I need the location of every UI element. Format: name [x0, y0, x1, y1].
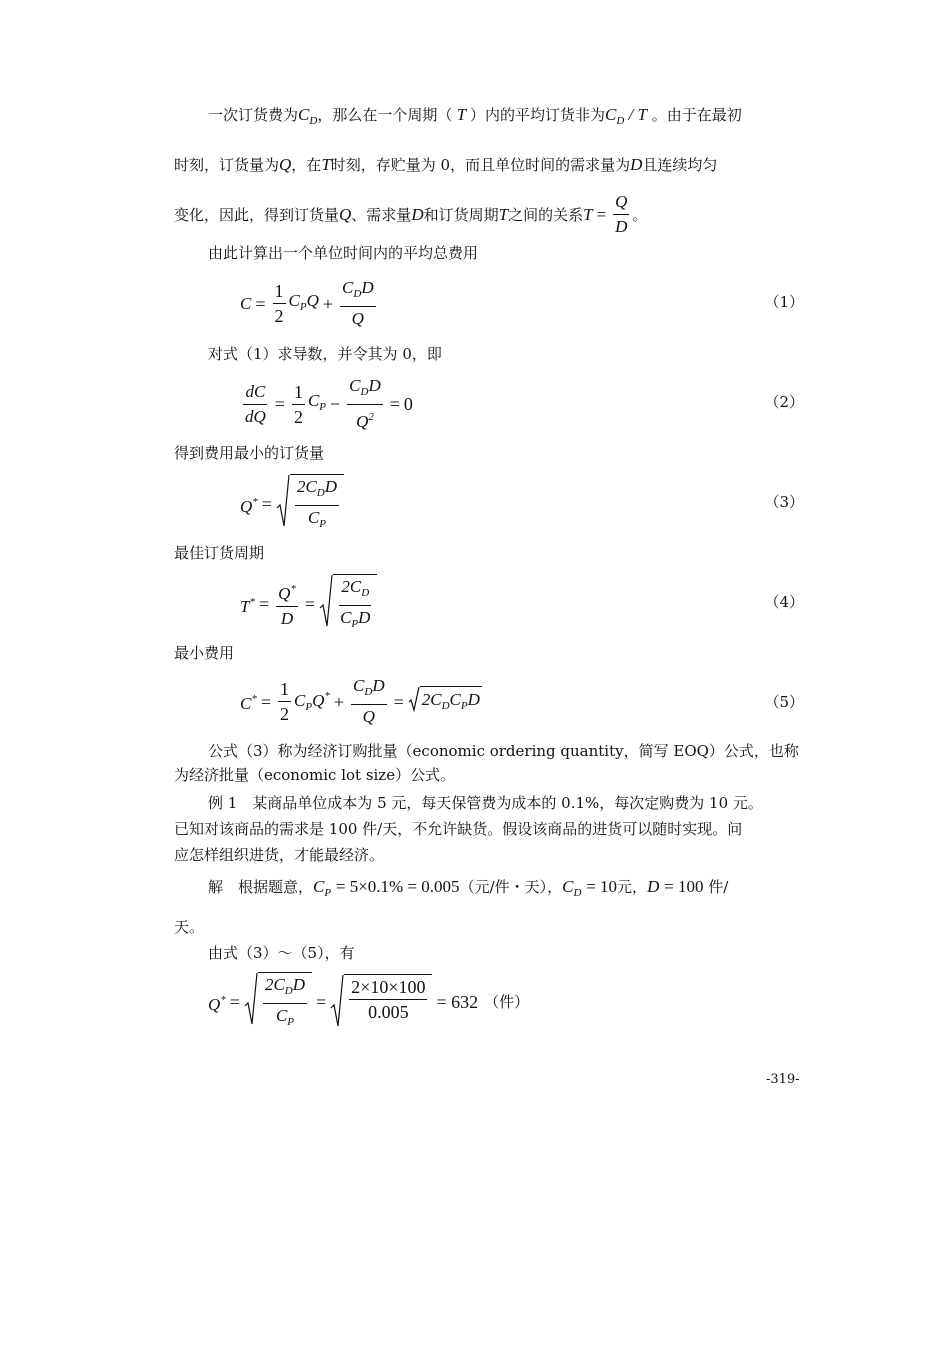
equation-2: $\frac{dC}{dQ}$ = $\frac{1}{2}$ $C_P$ − $\frac{C_DD}{Q^2}$ = 0	[245, 376, 413, 431]
text-run: 一次订货费为	[208, 106, 299, 124]
text-line-16	[174, 942, 838, 964]
text-line-12	[174, 818, 804, 840]
example-equation: Q* = $\frac{2C_DD}{C_P}$ = $\frac{2\times 10\times 100}{0.005}$ = 632 （件）	[208, 972, 529, 1032]
text-run: （元/件・天），	[459, 878, 563, 896]
equation-number-4: （4）	[764, 593, 804, 611]
text-line-9	[174, 740, 838, 762]
text-run: 最小费用	[174, 644, 235, 662]
text-line-6	[174, 442, 804, 464]
math-run: = 10	[586, 877, 618, 896]
text-run: 和订货周期	[423, 205, 499, 224]
text-line-10	[174, 764, 804, 786]
equation-5: C* = $\frac{1}{2}$ $C_PQ^*$ + $\frac{C_DD}{Q}$ = $2C_DC_PD$	[240, 676, 480, 726]
text-run: 解 根据题意，	[208, 878, 314, 896]
text-run: 。	[632, 205, 648, 224]
text-line-8	[174, 642, 804, 664]
text-run: 元，	[617, 878, 648, 896]
text-line-3: 变化，因此，得到订货量 Q 、需求量 D 和订货周期 T 之间的关系 T = $\frac{Q}{D}$ 。	[174, 192, 648, 236]
text-line-7	[174, 542, 804, 564]
text-line-14: 解 根据题意，$C_P = 5\times 0.1\% = 0.005$（元/件・天），$C_D = 10$元，D = 100 件/	[208, 877, 729, 899]
text-run: 由此计算出一个单位时间内的平均总费用	[208, 244, 479, 262]
text-line-11	[174, 792, 838, 814]
text-run: 变化，因此，得到订货量	[174, 205, 340, 224]
page-number: -319-	[766, 1072, 800, 1087]
text-run: 时刻，订货量为	[174, 156, 280, 174]
math-run: = 100	[664, 877, 704, 896]
equation-number-2: （2）	[764, 393, 804, 411]
equation-3: Q* = $\frac{2C_DD}{C_P}$	[240, 474, 344, 534]
text-run: 对式（1）求导数，并令其为 0，即	[208, 345, 442, 363]
text-run: 已知对该商品的需求是 100 件/天，不允许缺货。假设该商品的进货可以随时实现。问	[174, 820, 743, 838]
text-run: 为经济批量（economic lot size）公式。	[174, 766, 456, 784]
text-line-5	[174, 343, 838, 365]
text-run: 天。	[174, 918, 205, 936]
equation-number-3: （3）	[764, 493, 804, 511]
fraction: $\frac{Q}{D}$	[615, 192, 628, 236]
square-root: $\frac{2C_DD}{C_P}$	[276, 474, 344, 534]
square-root	[330, 974, 432, 1030]
equation-number-1: （1）	[764, 293, 804, 311]
equation-4: T* = $\frac{Q^*}{D}$ = $\frac{2C_D}{C_PD}$	[240, 574, 377, 634]
square-root: $\frac{2C_DD}{C_P}$	[244, 972, 312, 1032]
result-value: = 632	[436, 992, 479, 1012]
numerator: 2×10×100	[349, 977, 427, 1000]
text-run: 件/	[708, 878, 729, 896]
text-run: 公式（3）称为经济订购批量（economic ordering quantity，简写 EOQ）公式，也称	[208, 742, 799, 760]
text-line-4	[174, 242, 838, 264]
text-line-15	[174, 916, 804, 938]
denominator: 0.005	[368, 1002, 409, 1022]
math-run: = 5×0.1% = 0.005	[335, 877, 460, 896]
text-run: 之间的关系	[508, 205, 584, 224]
text-line-1: 一次订货费为$C_D$，那么在一个周期（ T ）内的平均订货非为$C_D$ / T 。由于在最初	[208, 105, 742, 127]
equation-number-5: （5）	[764, 693, 804, 711]
text-line-2: 时刻，订货量为Q，在T时刻，存贮量为 0，而且单位时间的需求量为D且连续均匀	[174, 155, 718, 174]
text-run: 应怎样组织进货，才能最经济。	[174, 846, 385, 864]
text-run: ，那么在一个周期（	[317, 106, 453, 124]
square-root: $\frac{2C_D}{C_PD}$	[319, 574, 377, 634]
text-run: 时刻，存贮量为 0，而且单位时间的需求量为	[330, 156, 631, 174]
text-run: 最佳订货周期	[174, 544, 265, 562]
unit-label: （件）	[484, 993, 530, 1011]
text-run: 、需求量	[351, 205, 412, 224]
text-line-13	[174, 844, 804, 866]
square-root: $2C_DC_PD$	[408, 686, 482, 717]
text-run: ）内的平均订货非为	[469, 106, 605, 124]
text-run: 由式（3）～（5），有	[208, 944, 355, 962]
text-run: ，在	[291, 156, 322, 174]
text-run: 且连续均匀	[642, 156, 718, 174]
equation-1: C = $\frac{1}{2}$ $C_PQ$ + $\frac{C_DD}{Q}$	[240, 278, 374, 328]
text-run: 。由于在最初	[651, 106, 742, 124]
text-run: 得到费用最小的订货量	[174, 444, 325, 462]
text-run: 例 1 某商品单位成本为 5 元，每天保管费为成本的 0.1%，每次定购费为 10 元。	[208, 794, 763, 812]
